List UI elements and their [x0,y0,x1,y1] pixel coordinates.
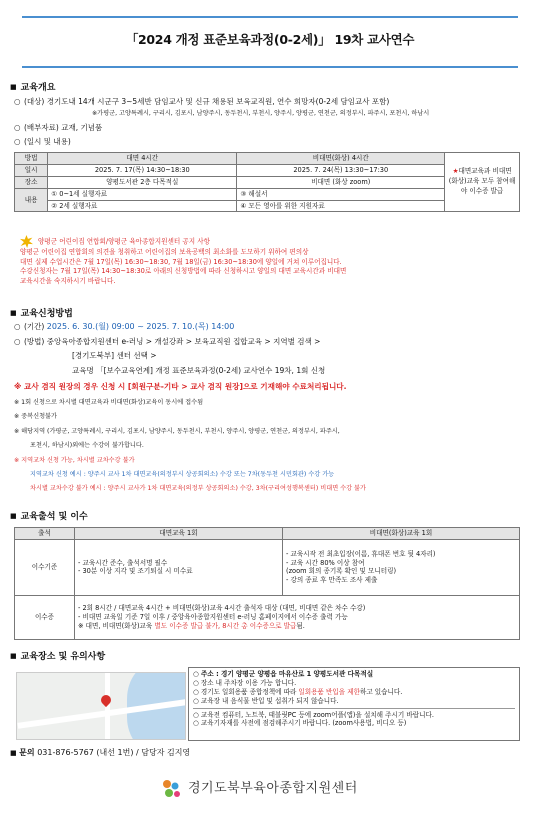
note-2: ※ 중복신청불가 [14,413,58,420]
row-date-label: 일시 [15,164,48,176]
venue-address: ○ 주소 : 경기 양평군 양평읍 마유산로 1 양평도서관 다목적실 [193,670,374,678]
note-4: ※ 지역교차 신청 가능, 차시별 교차수강 불가 [14,457,135,464]
face-content-1: ① 0~1세 실행자료 [48,188,237,200]
attendance-table [14,527,520,640]
venue-map[interactable] [16,672,186,740]
venue-info-4: ○ 교육전 컴퓨터, 노트북, 태블릿PC 등에 zoom어플(앱)을 설치해 주시기 바랍니다. [193,710,434,719]
th-face-once: 대면교육 1회 [75,528,283,540]
notice-line-3: 대면 실제 수업시간은 7월 17일(목) 16:30~18:30, 7월 18일(금) 16:30~18:30에 양일에 거쳐 이루어집니다. [20,257,342,266]
venue-info-2: ○ 경기도 일회용품 종합정책에 따라 일회용품 반입을 제한하고 있습니다. [193,687,403,696]
example-1: 지역교차 신청 예시 : 양주시 교사 1차 대면교육(의정부시 상공회의소) 수강 또는 7차(동두천 시민회관) 수강 가능 [30,471,335,478]
divider [193,708,515,709]
notice-block [20,235,520,286]
note-3: ※ 해당지역 (가평군, 고양특례시, 구리시, 김포시, 남양주시, 동두천시, 부천시, 양주시, 양평군, 연천군, 의정부시, 파주시, [14,428,340,435]
row-cert-label: 이수증 [15,595,75,639]
map-pin-icon [99,693,113,707]
note-3b: 포천시, 하남시)외에는 수강이 불가합니다. [30,442,144,449]
venue-info-5: ○ 교육기자재를 사전에 점검해주시기 바랍니다. (zoom사용법, 비디오 등) [193,719,407,728]
method-line-3: 교육명 「[보수교육연계] 개정 표준보육과정(0-2세) 교사연수 19차, 1회 신청 [72,366,326,375]
warn-line: ※ 교사 겸직 원장의 경우 신청 시 [회원구분-기타 > 교사 겸직 원장]으로 기재해야 수료처리됩니다. [14,382,347,391]
th-online-once: 비대면(화상)교육 1회 [283,528,520,540]
section-overview-heading: ■ 교육개요 [10,82,55,94]
alert-burst-icon [20,235,33,248]
th-online: 비대면(화상) 4시간 [237,153,445,165]
schedule-text: ○ (일시 및 내용) [14,137,71,146]
section-venue-heading: ■ 교육장소 및 유의사항 [10,651,105,663]
notice-line-5: 교육시간을 숙지하시기 바랍니다. [20,276,116,285]
org-name: 경기도북부육아종합지원센터 [188,781,358,796]
cert-cell: - 2회 8시간 / 대면교육 4시간 + 비대면(화상)교육 4시간 출석자 대상 (대면, 비대면 같은 차수 수강) - 비대면 교육일 기준 7일 이후 / 중앙육아종합지원센터 e-러닝 홈페이지에서 이수증 출력 가능 ※ 대면, 비대면(화상)교육 별도 이수증 발급 불가, 8시간 총 이수증으로 발급됨. [75,595,520,639]
method-line-2: [경기도북부] 센터 선택 > [72,351,157,360]
page-title: 「2024 개정 표준보육과정(0-2세)」 19차 교사연수 [125,32,415,47]
online-content-2: ④ 모든 영아를 위한 지원자료 [237,200,445,212]
online-date: 2025. 7. 24(목) 13:30~17:30 [237,164,445,176]
target-note: ※가평군, 고양특례시, 구리시, 김포시, 남양주시, 동두천시, 부천시, 양주시, 양평군, 연천군, 의정부시, 파주시, 포천시, 하남시 [92,110,430,117]
target-text: ○ (대상) 경기도내 14개 시군구 3~5세반 담임교사 및 신규 채용된 보육교직원, 연수 희망자(0-2세 담임교사 포함) [14,97,390,106]
notice-line-4: 수강신청자는 7월 17일(목) 14:30~18:30로 아래의 신청방법에 따라 신청하시고 양일의 대면 교육시간과 비대면 [20,267,347,276]
face-date: 2025. 7. 17(목) 14:30~18:30 [48,164,237,176]
th-face: 대면 4시간 [48,153,237,165]
online-place: 비대면 (화상 zoom) [237,176,445,188]
venue-info-box [188,667,520,741]
materials-text: ○ (배부자료) 교재, 기념품 [14,123,103,132]
schedule-table [14,152,520,212]
face-content-2: ② 2세 실행자료 [48,200,237,212]
row-content-label: 내용 [15,188,48,212]
notice-line-1: 양평군 어린이집 연합회/양평군 육아종합지원센터 공지 사항 [20,235,520,248]
face-place: 양평도서관 2층 다목적실 [48,176,237,188]
contact-line: ■ 문의 031-876-5767 (내선 1번) / 담당자 김지영 [10,748,191,757]
th-attendance: 출석 [15,528,75,540]
row-criteria-label: 이수기준 [15,539,75,595]
online-criteria: - 교육시작 전 최초입장(이름, 휴대폰 번호 뒷 4자리) - 교육 시간 80% 이상 참여 (zoom 회의 종기록 확인 및 모니터링) - 강의 종료 후 만족도 조사 제출 [283,539,520,595]
side-note: ★대면교육과 비대면(화상)교육 모두 참여해야 이수증 발급 [445,153,520,212]
th-method: 방법 [15,153,48,165]
title-box [22,16,518,68]
online-content-1: ③ 해설서 [237,188,445,200]
period-value: 2025. 6. 30.(월) 09:00 ~ 2025. 7. 10.(목) 14:00 [46,322,235,331]
section-attendance-heading: ■ 교육출석 및 이수 [10,511,88,523]
face-criteria: - 교육시간 준수, 출석서명 필수 - 30분 이상 지각 및 조기퇴실 시 미수료 [75,539,283,595]
venue-info-3: ○ 교육장 내 음식물 반입 및 섭취가 되지 않습니다. [193,696,339,705]
method-line-1: ○ (방법) 중앙육아종합지원센터 e-러닝 > 개설강좌 > 보육교직원 집합교육 > 지역별 검색 > [14,337,321,346]
section-apply-heading: ■ 교육신청방법 [10,308,73,320]
note-1: ※ 1회 신청으로 차시별 대면교육과 비대면(화상)교육이 동시에 접수됨 [14,399,204,406]
period-line: ○ (기간) 2025. 6. 30.(월) 09:00 ~ 2025. 7. 10.(목) 14:00 [14,322,235,331]
example-2: 차시별 교차수강 불가 예시 : 양주시 교사가 1차 대면교육(의정부 상공회의소) 수강, 3차(구리여성행복센터) 비대면 수강 불가 [30,485,367,492]
venue-info-1: ○ 장소 내 주차장 이용 가능 합니다. [193,678,297,687]
org-logo [160,776,420,802]
org-logo-icon [160,778,182,800]
notice-line-2: 양평군 어린이집 연합회의 의견을 청취하고 어린이집의 보육공백의 최소화를 도모하기 위하여 편의상 [20,248,309,256]
row-place-label: 장소 [15,176,48,188]
